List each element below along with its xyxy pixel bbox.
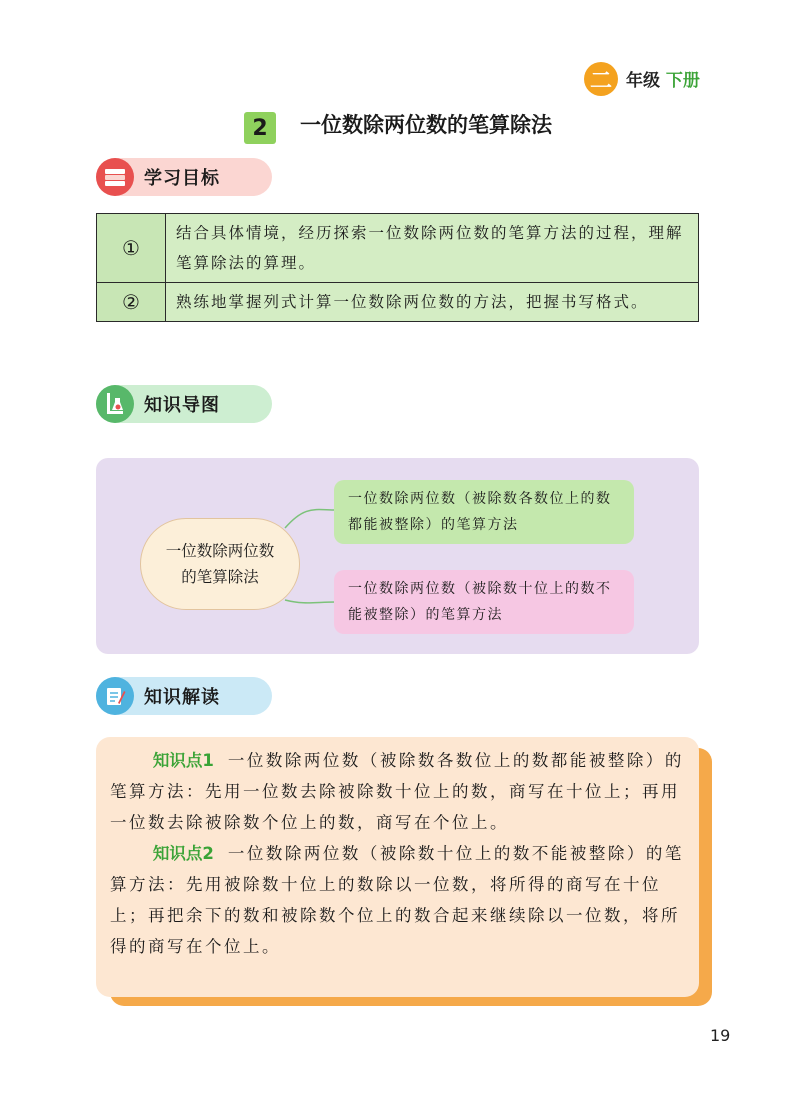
section-reading-header: [96, 677, 272, 715]
goal-row: [97, 214, 699, 283]
notepad-icon: [96, 677, 134, 715]
page-number: 19: [710, 1026, 731, 1045]
knowledge-label: 知识点2: [152, 844, 214, 863]
section-map-header: [96, 385, 272, 423]
section-map-title: 知识导图: [144, 395, 220, 416]
mindmap-center: [140, 518, 300, 610]
knowledge-point: [110, 745, 685, 838]
grade-label: [626, 66, 700, 91]
goal-text: 熟练地掌握列式计算一位数除两位数的方法，把握书写格式。: [166, 283, 699, 322]
knowledge-label: 知识点1: [152, 751, 214, 770]
grade-badge: 二: [584, 62, 618, 96]
knowledge-point: [110, 838, 685, 962]
goal-row: [97, 283, 699, 322]
mindmap-branch: 一位数除两位数（被除数各数位上的数都能被整除）的笔算方法: [334, 480, 634, 544]
reading-box: [96, 737, 699, 997]
goal-number: ①: [97, 214, 166, 283]
lesson-title: 一位数除两位数的笔算除法: [300, 113, 552, 137]
grade-text: 年级: [626, 71, 660, 91]
section-goals-title: 学习目标: [144, 168, 220, 189]
volume-text: 下册: [665, 71, 700, 91]
books-icon: [96, 158, 134, 196]
mindmap-branch: 一位数除两位数（被除数十位上的数不能被整除）的笔算方法: [334, 570, 634, 634]
goals-table: [96, 213, 699, 322]
flask-icon: [96, 385, 134, 423]
section-reading-title: 知识解读: [144, 687, 220, 708]
goal-text: 结合具体情境，经历探索一位数除两位数的笔算方法的过程，理解笔算除法的算理。: [166, 214, 699, 283]
knowledge-text: 一位数除两位数（被除数十位上的数不能被整除）的笔算方法：先用被除数十位上的数除以一位数，将所得的商写在十位上；再把余下的数和被除数个位上的数合起来继续除以一位数，将所得的商写在个位上。: [110, 844, 684, 956]
lesson-number: 2: [244, 112, 276, 144]
mindmap-center-text: 一位数除两位数的笔算除法: [165, 542, 275, 586]
goal-number: ②: [97, 283, 166, 322]
knowledge-text: 一位数除两位数（被除数各数位上的数都能被整除）的笔算方法：先用一位数去除被除数十位上的数，商写在十位上；再用一位数去除被除数个位上的数，商写在个位上。: [110, 751, 684, 832]
section-goals-header: [96, 158, 272, 196]
